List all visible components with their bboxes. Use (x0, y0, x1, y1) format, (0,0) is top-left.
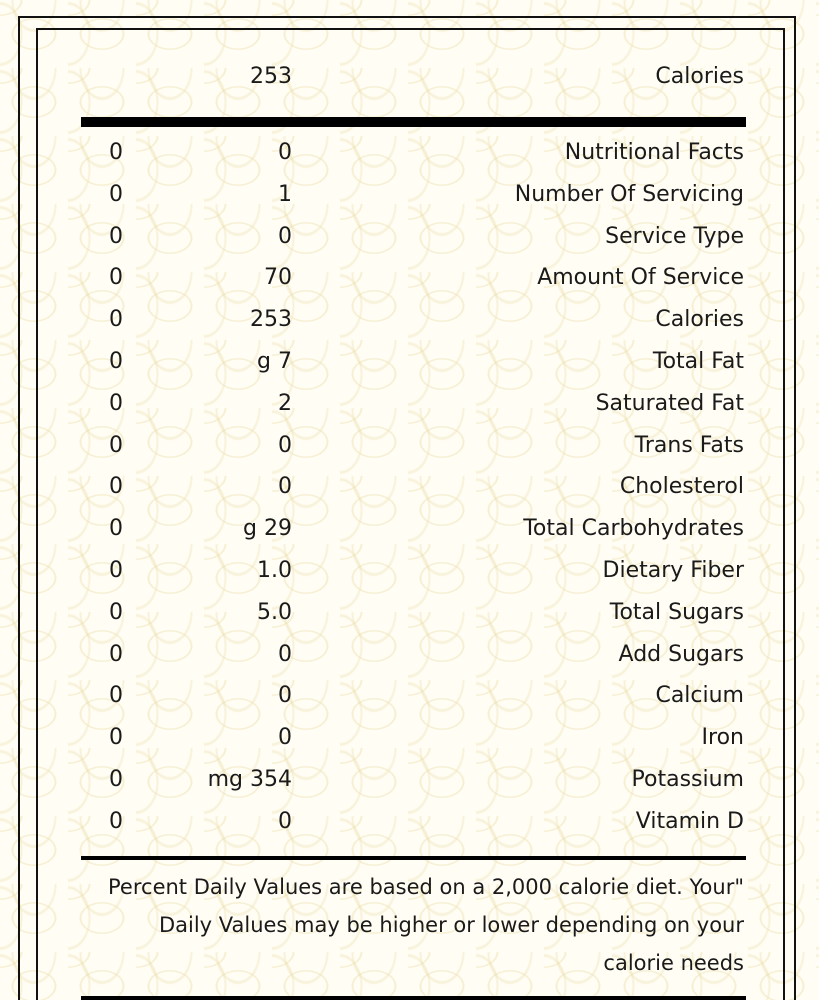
nutrient-amount: 0 (278, 683, 292, 709)
nutrient-amount: 0 (278, 725, 292, 751)
nutrient-amount: 70 (264, 265, 292, 291)
nutrient-row (80, 801, 746, 843)
nutrient-row (80, 174, 746, 216)
nutrient-daily-value: 0 (109, 348, 123, 374)
nutrient-daily-value: 0 (109, 808, 123, 834)
nutrient-daily-value: 0 (109, 683, 123, 709)
calories-header-label: Calories (655, 64, 744, 89)
nutrient-list (80, 132, 746, 843)
nutrient-label: Amount Of Service (537, 265, 744, 291)
nutrient-amount: g 7 (257, 348, 292, 374)
nutrient-amount: 5.0 (257, 599, 292, 625)
nutrient-row (80, 299, 746, 341)
nutrient-daily-value: 0 (109, 474, 123, 500)
nutrient-amount: mg 354 (207, 766, 292, 792)
nutrient-amount: 0 (278, 432, 292, 458)
nutrient-amount: 0 (278, 808, 292, 834)
nutrient-amount: 253 (250, 307, 292, 333)
nutrient-amount: 0 (278, 641, 292, 667)
nutrient-row (80, 592, 746, 634)
nutrient-daily-value: 0 (109, 140, 123, 165)
nutrient-amount: 1 (278, 181, 292, 207)
nutrient-row (80, 132, 746, 174)
nutrient-label: Saturated Fat (595, 390, 744, 416)
nutrient-label: Calcium (655, 683, 744, 709)
nutrient-daily-value: 0 (109, 557, 123, 583)
nutrient-daily-value: 0 (109, 265, 123, 291)
nutrient-amount: 0 (278, 140, 292, 165)
nutrient-label: Service Type (605, 223, 744, 249)
nutrient-row (80, 383, 746, 425)
nutrient-label: Number Of Servicing (514, 181, 744, 207)
nutrient-row (80, 634, 746, 676)
nutrient-row (80, 508, 746, 550)
nutrient-daily-value: 0 (109, 599, 123, 625)
nutrient-label: Iron (701, 725, 744, 751)
nutrient-row (80, 675, 746, 717)
nutrient-daily-value: 0 (109, 307, 123, 333)
daily-values-footnote: Percent Daily Values are based on a 2,000 calorie diet. Your" Daily Values may be higher or lower depending on your calorie needs (108, 875, 744, 975)
nutrient-amount: 0 (278, 223, 292, 249)
nutrient-amount: g 29 (243, 516, 292, 542)
nutrient-label: Add Sugars (618, 641, 744, 667)
nutrient-amount: 2 (278, 390, 292, 416)
nutrient-label: Trans Fats (634, 432, 744, 458)
thin-divider (81, 856, 746, 860)
bottom-divider (81, 996, 746, 1000)
nutrient-daily-value: 0 (109, 725, 123, 751)
nutrient-label: Total Sugars (609, 599, 744, 625)
nutrient-amount: 1.0 (257, 557, 292, 583)
nutrient-row (80, 216, 746, 258)
nutrient-amount: 0 (278, 474, 292, 500)
nutrient-label: Total Carbohydrates (523, 516, 744, 542)
nutrient-label: Vitamin D (635, 808, 744, 834)
nutrient-label: Calories (655, 307, 744, 333)
nutrient-daily-value: 0 (109, 223, 123, 249)
nutrient-row (80, 466, 746, 508)
nutrient-row (80, 425, 746, 467)
nutrient-label: Nutritional Facts (564, 140, 744, 165)
nutrient-row (80, 341, 746, 383)
nutrient-label: Potassium (631, 766, 744, 792)
nutrient-row (80, 759, 746, 801)
nutrient-daily-value: 0 (109, 181, 123, 207)
nutrient-label: Cholesterol (619, 474, 744, 500)
nutrient-daily-value: 0 (109, 516, 123, 542)
nutrient-row (80, 550, 746, 592)
nutrient-row (80, 717, 746, 759)
nutrient-daily-value: 0 (109, 641, 123, 667)
nutrient-daily-value: 0 (109, 766, 123, 792)
nutrient-daily-value: 0 (109, 390, 123, 416)
thick-divider (81, 117, 746, 127)
nutrient-label: Total Fat (652, 348, 744, 374)
nutrient-daily-value: 0 (109, 432, 123, 458)
nutrient-label: Dietary Fiber (602, 557, 744, 583)
calories-header (80, 64, 746, 96)
calories-header-value: 253 (250, 64, 292, 89)
nutrient-row (80, 257, 746, 299)
